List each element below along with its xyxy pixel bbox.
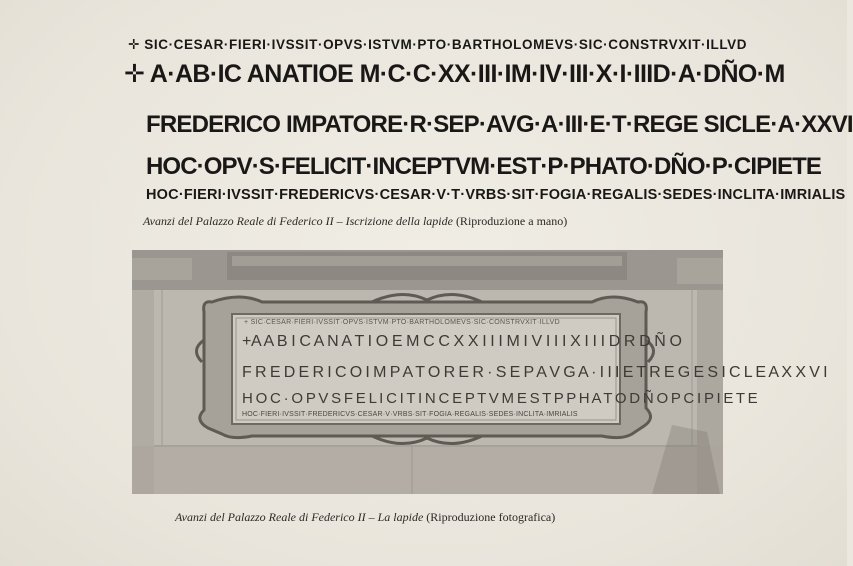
plaque-line-1: + SIC·CESAR·FIERI·IVSSIT·OPVS·ISTVM·PTO·BARTHOLOMEVS·SIC·CONSTRVXIT·ILLVD [244,319,561,326]
caption-top [143,214,567,229]
caption-top-plain: (Riproduzione a mano) [455,214,568,228]
plaque-line-2: +A A B I C A N A T I O E M C C X X I I I M I V I I I X I I I D R D Ñ O [242,333,682,350]
inscription-line-2: ✛ A·AB·IC ANATIOE M·C·C·XX·III·IM·IV·III·X·I·IIID·A·DÑO·M [124,60,785,88]
plaque-photo [132,250,828,494]
inscription-line-4: HOC·OPV·S·FELICIT·INCEPTVM·EST·P·PHATO·DÑO·P·CIPIETE [146,153,821,180]
caption-top-italic: Avanzi del Palazzo Reale di Federico II – Iscrizione della lapide [143,214,453,228]
caption-bottom-plain: (Riproduzione fotografica) [426,510,556,524]
caption-bottom-italic: Avanzi del Palazzo Reale di Federico II – La lapide [175,510,424,524]
plaque-line-5: HOC·FIERI·IVSSIT·FREDERICVS·CESAR·V·VRBS·SIT·FOGIA·REGALIS·SEDES·INCLITA·IMRIALIS [242,411,578,418]
inscription-line-5: HOC·FIERI·IVSSIT·FREDERICVS·CESAR·V·T·VRBS·SIT·FOGIA·REGALIS·SEDES·INCLITA·IMRIALIS [146,187,846,203]
inscription-line-1: ✛ SIC·CESAR·FIERI·IVSSIT·OPVS·ISTVM·PTO·BARTHOLOMEVS·SIC·CONSTRVXIT·ILLVD [128,37,748,52]
plaque-line-3: F R E D E R I C O I M P A T O R E R · S E P A V G A · I I I E T R E G E S I C L E A X X V I [242,364,828,381]
inscription-line-3: FREDERICO IMPATORE·R·SEP·AVG·A·III·E·T·REGE SICLE·A·XXVI [146,111,853,138]
plaque-line-4: H O C · O P V S F E L I C I T I N C E P T V M E S T P P H A T O D Ñ O P C I P I E T E [242,390,757,407]
caption-bottom [175,510,555,525]
